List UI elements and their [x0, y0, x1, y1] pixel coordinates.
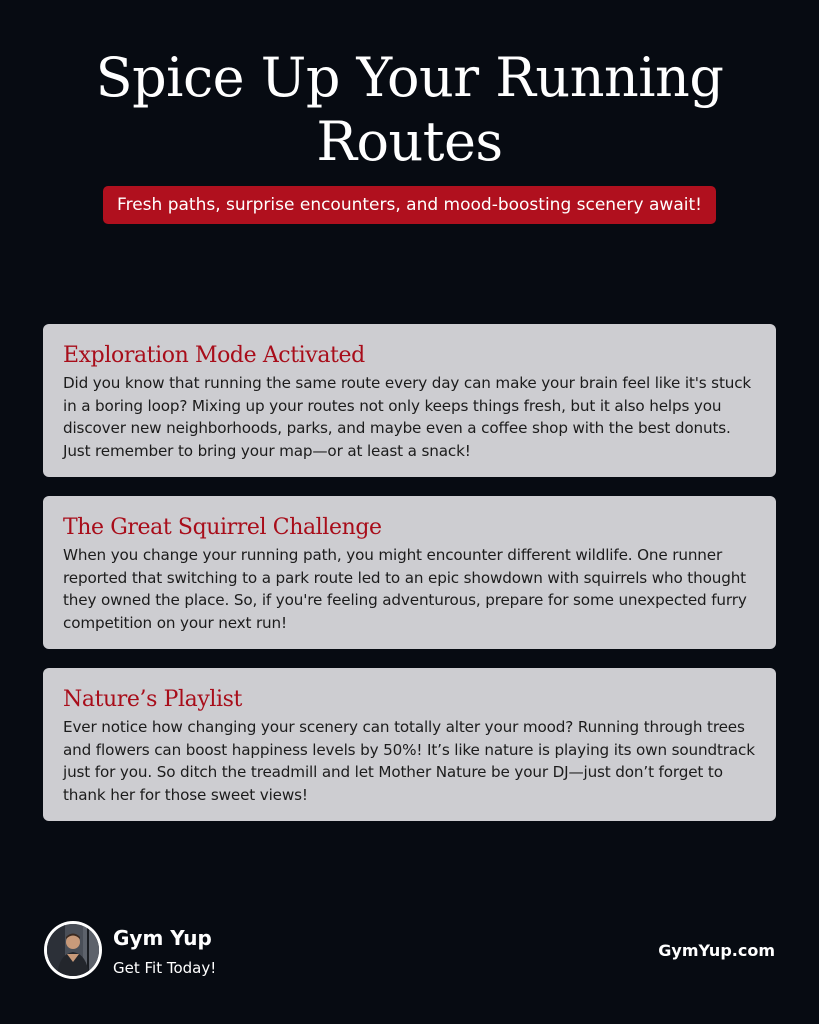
card-title: Exploration Mode Activated	[63, 343, 365, 368]
card-exploration-mode	[43, 324, 776, 477]
avatar	[44, 921, 102, 979]
card-body: Ever notice how changing your scenery can totally alter your mood? Running through trees and flowers can boost happiness levels by 50%! It’s like nature is playing its own soundtrack just for you. So ditch the treadmill and let Mother Nature be your DJ—just don’t forget to thank her for those sweet views!	[63, 718, 755, 804]
website-link[interactable]: GymYup.com	[658, 941, 775, 960]
page-title: Spice Up Your Running Routes	[95, 46, 724, 173]
card-body: Did you know that running the same route every day can make your brain feel like it's stuck in a boring loop? Mixing up your routes not only keeps things fresh, but it also helps you discover new neighborhoods, parks, and maybe even a coffee shop with the best donuts. Just remember to bring your map—or at least a snack!	[63, 374, 752, 460]
card-title: The Great Squirrel Challenge	[63, 515, 382, 540]
brand-tagline: Get Fit Today!	[113, 959, 217, 977]
card-title: Nature’s Playlist	[63, 687, 242, 712]
card-natures-playlist	[43, 668, 776, 821]
avatar-photo	[47, 924, 99, 976]
subtitle-banner: Fresh paths, surprise encounters, and mood-boosting scenery await!	[103, 186, 716, 224]
brand-name: Gym Yup	[113, 926, 212, 950]
card-body: When you change your running path, you might encounter different wildlife. One runner reported that switching to a park route led to an epic showdown with squirrels who thought they owned the place. So, if you're feeling adventurous, prepare for some unexpected furry competition on your next run!	[63, 546, 747, 632]
card-squirrel-challenge	[43, 496, 776, 649]
subtitle-banner-wrap	[0, 186, 819, 224]
person-icon	[47, 924, 99, 976]
